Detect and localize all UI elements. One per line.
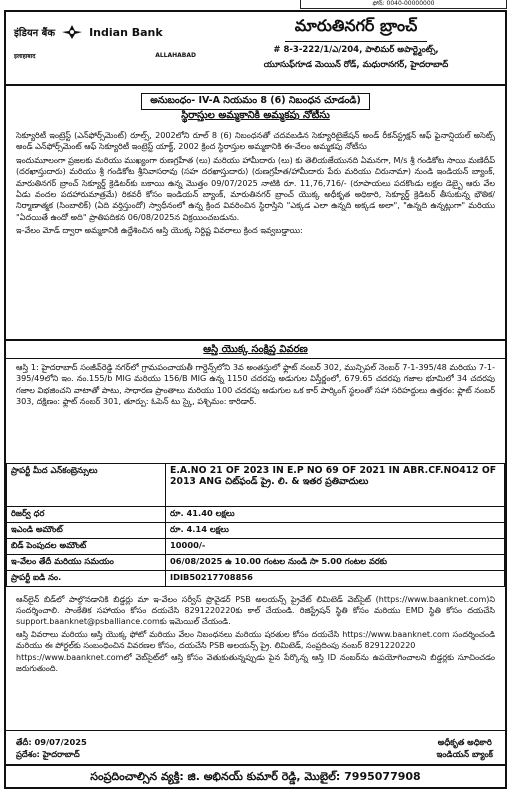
authorised-officer: అధీకృత అధికారి bbox=[437, 737, 492, 747]
row-value: రూ. 41.40 లక్షలు bbox=[166, 507, 505, 523]
notice-frame bbox=[4, 10, 507, 789]
branch-block bbox=[211, 16, 501, 80]
row-label: ఇ-వేలం తేదీ మరియు సమయం bbox=[7, 555, 166, 571]
header bbox=[6, 12, 505, 86]
indian-bank-logo-icon bbox=[61, 24, 83, 40]
allahabad-hindi: इलाहाबाद bbox=[14, 53, 36, 60]
property-schedule: ఆస్తి 1: హైదరాబాద్ సంజీవ్‌రెడ్డి నగర్‌లో గ్రామపంచాయతీ గార్డెన్స్‌లోని 3వ అంతస్తులో ఫ్లాట్ నంబర్ 302, మున్సిపల్ నెంబర్ 7-1-395/48 మరియు 7-1-395/49లోని ఇం. నం.155/b MIG మరియు 156/B MIG ఉన్న 1150 చదరపు అడుగుల విస్తీర్ణంలో, 679.65 చదరపు గజాల భూమిలో 34 చదరపు గజాల విభజించని వాటాతో పాటు, సాధారణ ప్రాంతాలు మరియు 100 చదరపు అడుగుల ఒక కార్ పార్కింగ్ స్థలంతో సహా సరిహద్దులు ఉత్తరం: ఫ్లాట్ నంబర్ 303, దక్షిణం: ఫ్లాట్ నంబర్ 301, తూర్పు: ఓపెన్ టు స్కై, పశ్చిమం: కారిడార్. bbox=[16, 362, 495, 406]
branch-title: మారుతినగర్ బ్రాంచ్ bbox=[285, 16, 427, 42]
branch-address-1: # 8-3-222/1/ఎ/204, పాలిమర్ అపార్ట్మెంట్స్, bbox=[273, 45, 439, 55]
row-label: ప్రాపర్టీ ఐడి నం. bbox=[7, 571, 166, 587]
instruction-paragraph: ఆన్‌లైన్ బిడ్‌లో పాల్గొనడానికి బిడ్డర్లు మా ఇ-వేలం సర్వీస్ ప్రొవైడర్ PSB అలయన్స్ ప్రైవేట్ లిమిటెడ్ వెబ్‌సైట్ (https://www.baanknet.com)ని సందర్శించాలి. సాంకేతిక సహాయం కోసం దయచేసి 8291220220కు కాల్ చేయండి. రిజిస్ట్రేషన్ స్థితి కోసం మరియు EMD స్థితి కోసం దయచేసి support.baanknet@psballiance.comకు ఇమెయిల్ చేయండి. bbox=[16, 595, 495, 627]
table-row bbox=[7, 507, 505, 523]
bank-logo-block bbox=[14, 24, 204, 80]
row-label: బిడ్ పెంపుదల అమౌంట్ bbox=[7, 539, 166, 555]
appendix-reference: అనుబంధం- IV-A నియమం 8 (6) నిబంధన చూడండి) bbox=[6, 88, 505, 110]
notice-place: ప్రదేశం: హైదరాబాద్ bbox=[16, 749, 80, 759]
signoff bbox=[6, 730, 505, 764]
table-row bbox=[7, 523, 505, 539]
bank-name-english: Indian Bank bbox=[89, 25, 163, 39]
auction-instructions bbox=[6, 594, 505, 675]
contact-person: సంప్రదించాల్సిన వ్యక్తి: జి. అభినయ్ కుమార్ రెడ్డి, మొబైల్: 7995077908 bbox=[6, 764, 505, 787]
table-row bbox=[7, 539, 505, 555]
allahabad-english: ALLAHABAD bbox=[155, 52, 196, 59]
signoff-bank: ఇండియన్ బ్యాంక్ bbox=[436, 749, 493, 759]
row-value: E.A.NO 21 OF 2023 IN E.P NO 69 OF 2021 IN ABR.CF.NO412 OF 2013 ANG చిట్‌ఫండ్ ప్రై. లి. & ఇతర ప్రతివాదులు bbox=[166, 464, 505, 507]
body-paragraph: ఇందుమూలంగా ప్రజలకు మరియు ముఖ్యంగా రుణగ్రహీత (లు) మరియు హామీదారు (లు) కు తెలియజేయునది ఏమనగా, M/s శ్రీ గండికోట సాయి మణిదీప్ (దరఖాస్తుదారు) మరియు శ్రీ గండికోట శ్రీనివాసరావు (సహ దరఖాస్తుదారు) (రుణగ్రహీత/హామీదారు పేరు మరియు చిరునామా) నుండి ఇండియన్ బ్యాంక్, మారుతినగర్ బ్రాంచ్ సెక్యూర్డ్ క్రెడిటర్‌కు బకాయి ఉన్న మొత్తం 09/07/2025 నాటికి రూ. 11,76,716/- (రూపాయలు పదకొండు లక్షల డెబ్బై ఆరు వేల ఏడు వందల పదహారుమాత్రమే) రికవరీ కోసం ఇండియన్ బ్యాంక్, మారుతినగర్ బ్రాంచ్ యొక్క అధీకృత అధికారి, సెక్యూర్డ్ క్రెడిటర్ తీసుకున్న భౌతిక/నిర్మాణాత్మక (సింబాలిక్) (ఏది వర్తిస్తుందో) స్వాధీనంలో ఉన్న క్రింద వివరించిన స్థిరాస్తిని "ఎక్కడ ఎలా ఉన్నది అక్కడ అలా", "ఉన్నది ఉన్నట్లుగా" మరియు "ఏదయితే ఉందో అది" ప్రాతిపదికన 06/08/2025న విక్రయించబడును. bbox=[16, 154, 495, 222]
body-paragraph: సెక్యూరిటీ ఇంట్రెస్ట్ (ఎన్‌ఫోర్స్‌మెంట్) రూల్స్, 2002లోని రూల్ 8 (6) నిబంధనతో చదవబడిన సెక్యూరిటైజేషన్ అండ్ రీకన్‌స్ట్రక్షన్ ఆఫ్ ఫైనాన్షియల్ అసెట్స్ అండ్ ఎన్‌ఫోర్స్‌మెంట్ ఆఫ్ సెక్యూరిటీ ఇంట్రెస్ట్ యాక్ట్, 2002 క్రింద స్థిరాస్తుల అమ్మకానికి ఈ-వేలం అమ్మకపు నోటీసు bbox=[16, 130, 495, 152]
branch-address-2: యూసుఫ్‌గూడ మెయిన్ రోడ్, మధురానగర్, హైదరాబాద్ bbox=[263, 60, 449, 70]
table-row bbox=[7, 555, 505, 571]
table-row bbox=[7, 571, 505, 587]
instruction-paragraph: https://www.baanknet.comలో వెబ్‌సైట్‌లో ఆస్తి కోసం వెతుకుతున్నప్పుడు పైన పేర్కొన్న ఆస్తి ID నంబర్‌ను ఉపయోగించాలని బిడ్డర్లకు సూచించడం జరుగుతుంది. bbox=[16, 653, 495, 674]
row-value: రూ. 4.14 లక్షలు bbox=[166, 523, 505, 539]
table-row bbox=[7, 464, 505, 507]
row-label: ఇఎండి అమౌంట్ bbox=[7, 523, 166, 539]
top-strip: ఫోన్: 0040-00000000 bbox=[300, 0, 507, 9]
row-label: రిజర్వ్ ధర bbox=[7, 507, 166, 523]
body-paragraph: ఇ-వేలం మోడ్ ద్వారా అమ్మకానికి ఉద్దేశించిన ఆస్తి యొక్క నిర్దిష్ట వివరాలు క్రింద ఇవ్వబడ్డాయి: bbox=[16, 225, 303, 236]
row-value: 06/08/2025 ఉ 10.00 గంటల నుండి సా 5.00 గంటల వరకు bbox=[166, 555, 505, 571]
property-details-table bbox=[6, 463, 505, 587]
row-value: 10000/- bbox=[166, 539, 505, 555]
notice-date: తేదీ: 09/07/2025 bbox=[16, 737, 87, 747]
row-value: IDIB50217708856 bbox=[166, 571, 505, 587]
bank-name-hindi: इंडियन बैंक bbox=[14, 28, 56, 39]
property-description-title: ఆస్తి యొక్క సంక్షిప్త వివరణ bbox=[6, 339, 505, 359]
notice-body bbox=[6, 130, 505, 239]
row-label: ప్రాపర్టీ మీద ఎన్‌కంబ్రెన్సులు bbox=[7, 464, 166, 507]
instruction-paragraph: ఆస్తి వివరాలు మరియు ఆస్తి యొక్క ఫోటో మరియు వేలం నిబంధనలు మరియు షరతుల కోసం దయచేసి https://www.baanknet.com సందర్శించండి మరియు ఈ పోర్టల్‌కు సంబంధించిన వివరణల కోసం, దయచేసి PSB అలయన్స్ ప్రై. లిమిటెడ్, సంప్రదింపు నంబర్ 8291220220 bbox=[16, 629, 495, 650]
notice-title: స్థిరాస్తుల అమ్మకానికి అమ్మకపు నోటీసు bbox=[181, 110, 330, 121]
